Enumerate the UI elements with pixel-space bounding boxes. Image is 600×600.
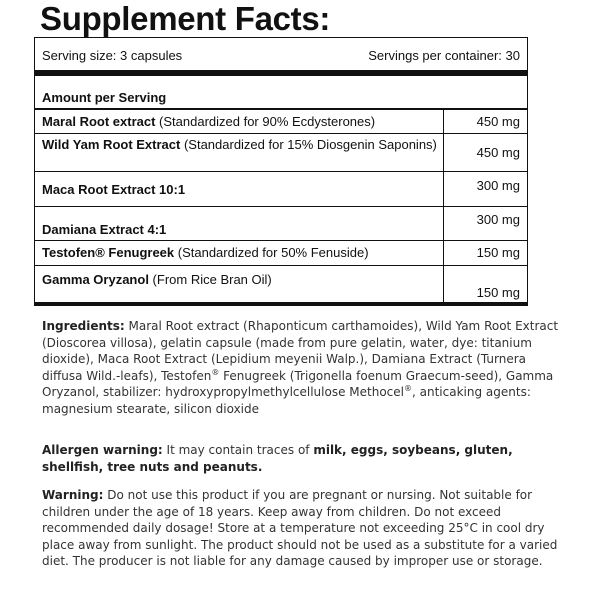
row-divider: [34, 265, 528, 266]
ingredients-text: Fenugreek (Trigonella foenum Graecum-seed), Gamma Oryzanol, stabilizer: hydroxypropylmethylcellulose Methocel: [42, 368, 554, 400]
servings-per-container: Servings per container: 30: [368, 48, 520, 63]
panel-bottom-rule: [34, 302, 528, 306]
ingredient-amount: 450 mg: [476, 145, 520, 160]
ingredient-name: Damiana Extract 4:1: [42, 222, 167, 237]
serving-size: Serving size: 3 capsules: [42, 48, 183, 63]
ingredient-detail: (Standardized for 15% Diosgenin Saponins): [180, 137, 437, 152]
warning-label: Warning:: [42, 488, 104, 502]
row-divider: [34, 171, 528, 172]
ingredient-name: Testofen® Fenugreek: [42, 245, 175, 260]
warning-paragraph: [42, 487, 562, 570]
thick-divider: [34, 70, 528, 76]
allergen-label: Allergen warning:: [42, 443, 163, 457]
page-title: Supplement Facts:: [40, 0, 331, 37]
ingredient-name: Maca Root Extract 10:1: [42, 182, 186, 197]
ingredient-amount: 150 mg: [476, 245, 520, 260]
allergen-text: It may contain traces of: [162, 443, 314, 457]
ingredient-detail: (Standardized for 50% Fenuside): [174, 245, 369, 260]
warning-text: Do not use this product if you are pregnant or nursing. Not suitable for children under the age of 18 years. Keep away from children. Do not exceed recommended daily dosage! Store at a temperature not exceeding 25°C in cool dry place away from sunlight. The product should not be used as a substitute for a varied diet. The producer is not liable for any damage caused by improper use or storage.: [42, 488, 558, 569]
ingredient-name: Gamma Oryzanol: [42, 272, 149, 287]
registered-mark: ®: [211, 367, 220, 377]
ingredient-amount: 300 mg: [476, 178, 520, 193]
ingredient-amount: 150 mg: [476, 285, 520, 300]
ingredients-label: Ingredients:: [42, 319, 125, 333]
row-divider: [34, 133, 528, 134]
ingredient-detail: (Standardized for 90% Ecdysterones): [155, 114, 376, 129]
registered-mark: ®: [404, 384, 412, 394]
ingredient-amount: 450 mg: [476, 114, 520, 129]
ingredients-paragraph: [42, 318, 562, 418]
ingredient-amount: 300 mg: [476, 212, 520, 227]
amount-per-serving-header: Amount per Serving: [42, 90, 167, 105]
ingredient-name: Maral Root extract: [42, 114, 156, 129]
ingredients-text: , anticaking agents: magnesium stearate, silicon dioxide: [42, 385, 531, 416]
ingredient-name: Wild Yam Root Extract: [42, 137, 181, 152]
ingredient-detail: (From Rice Bran Oil): [148, 272, 272, 287]
header-divider: [34, 108, 528, 110]
ingredients-text: Maral Root extract (Rhaponticum carthamoides), Wild Yam Root Extract (Dioscorea villosa), gelatin capsule (made from pure gelatin, water, dye: titanium dioxide), Maca Root Extract (Lepidium meyenii Walp.), Damiana Extract (Turnera diffusa Wild.-leafs), Testofen: [42, 319, 559, 383]
allergen-paragraph: [42, 442, 562, 475]
row-divider: [34, 206, 528, 207]
row-divider: [34, 240, 528, 241]
facts-row: [42, 137, 522, 169]
allergen-list: milk, eggs, soybeans, gluten, shellfish, tree nuts and peanuts.: [42, 443, 513, 474]
